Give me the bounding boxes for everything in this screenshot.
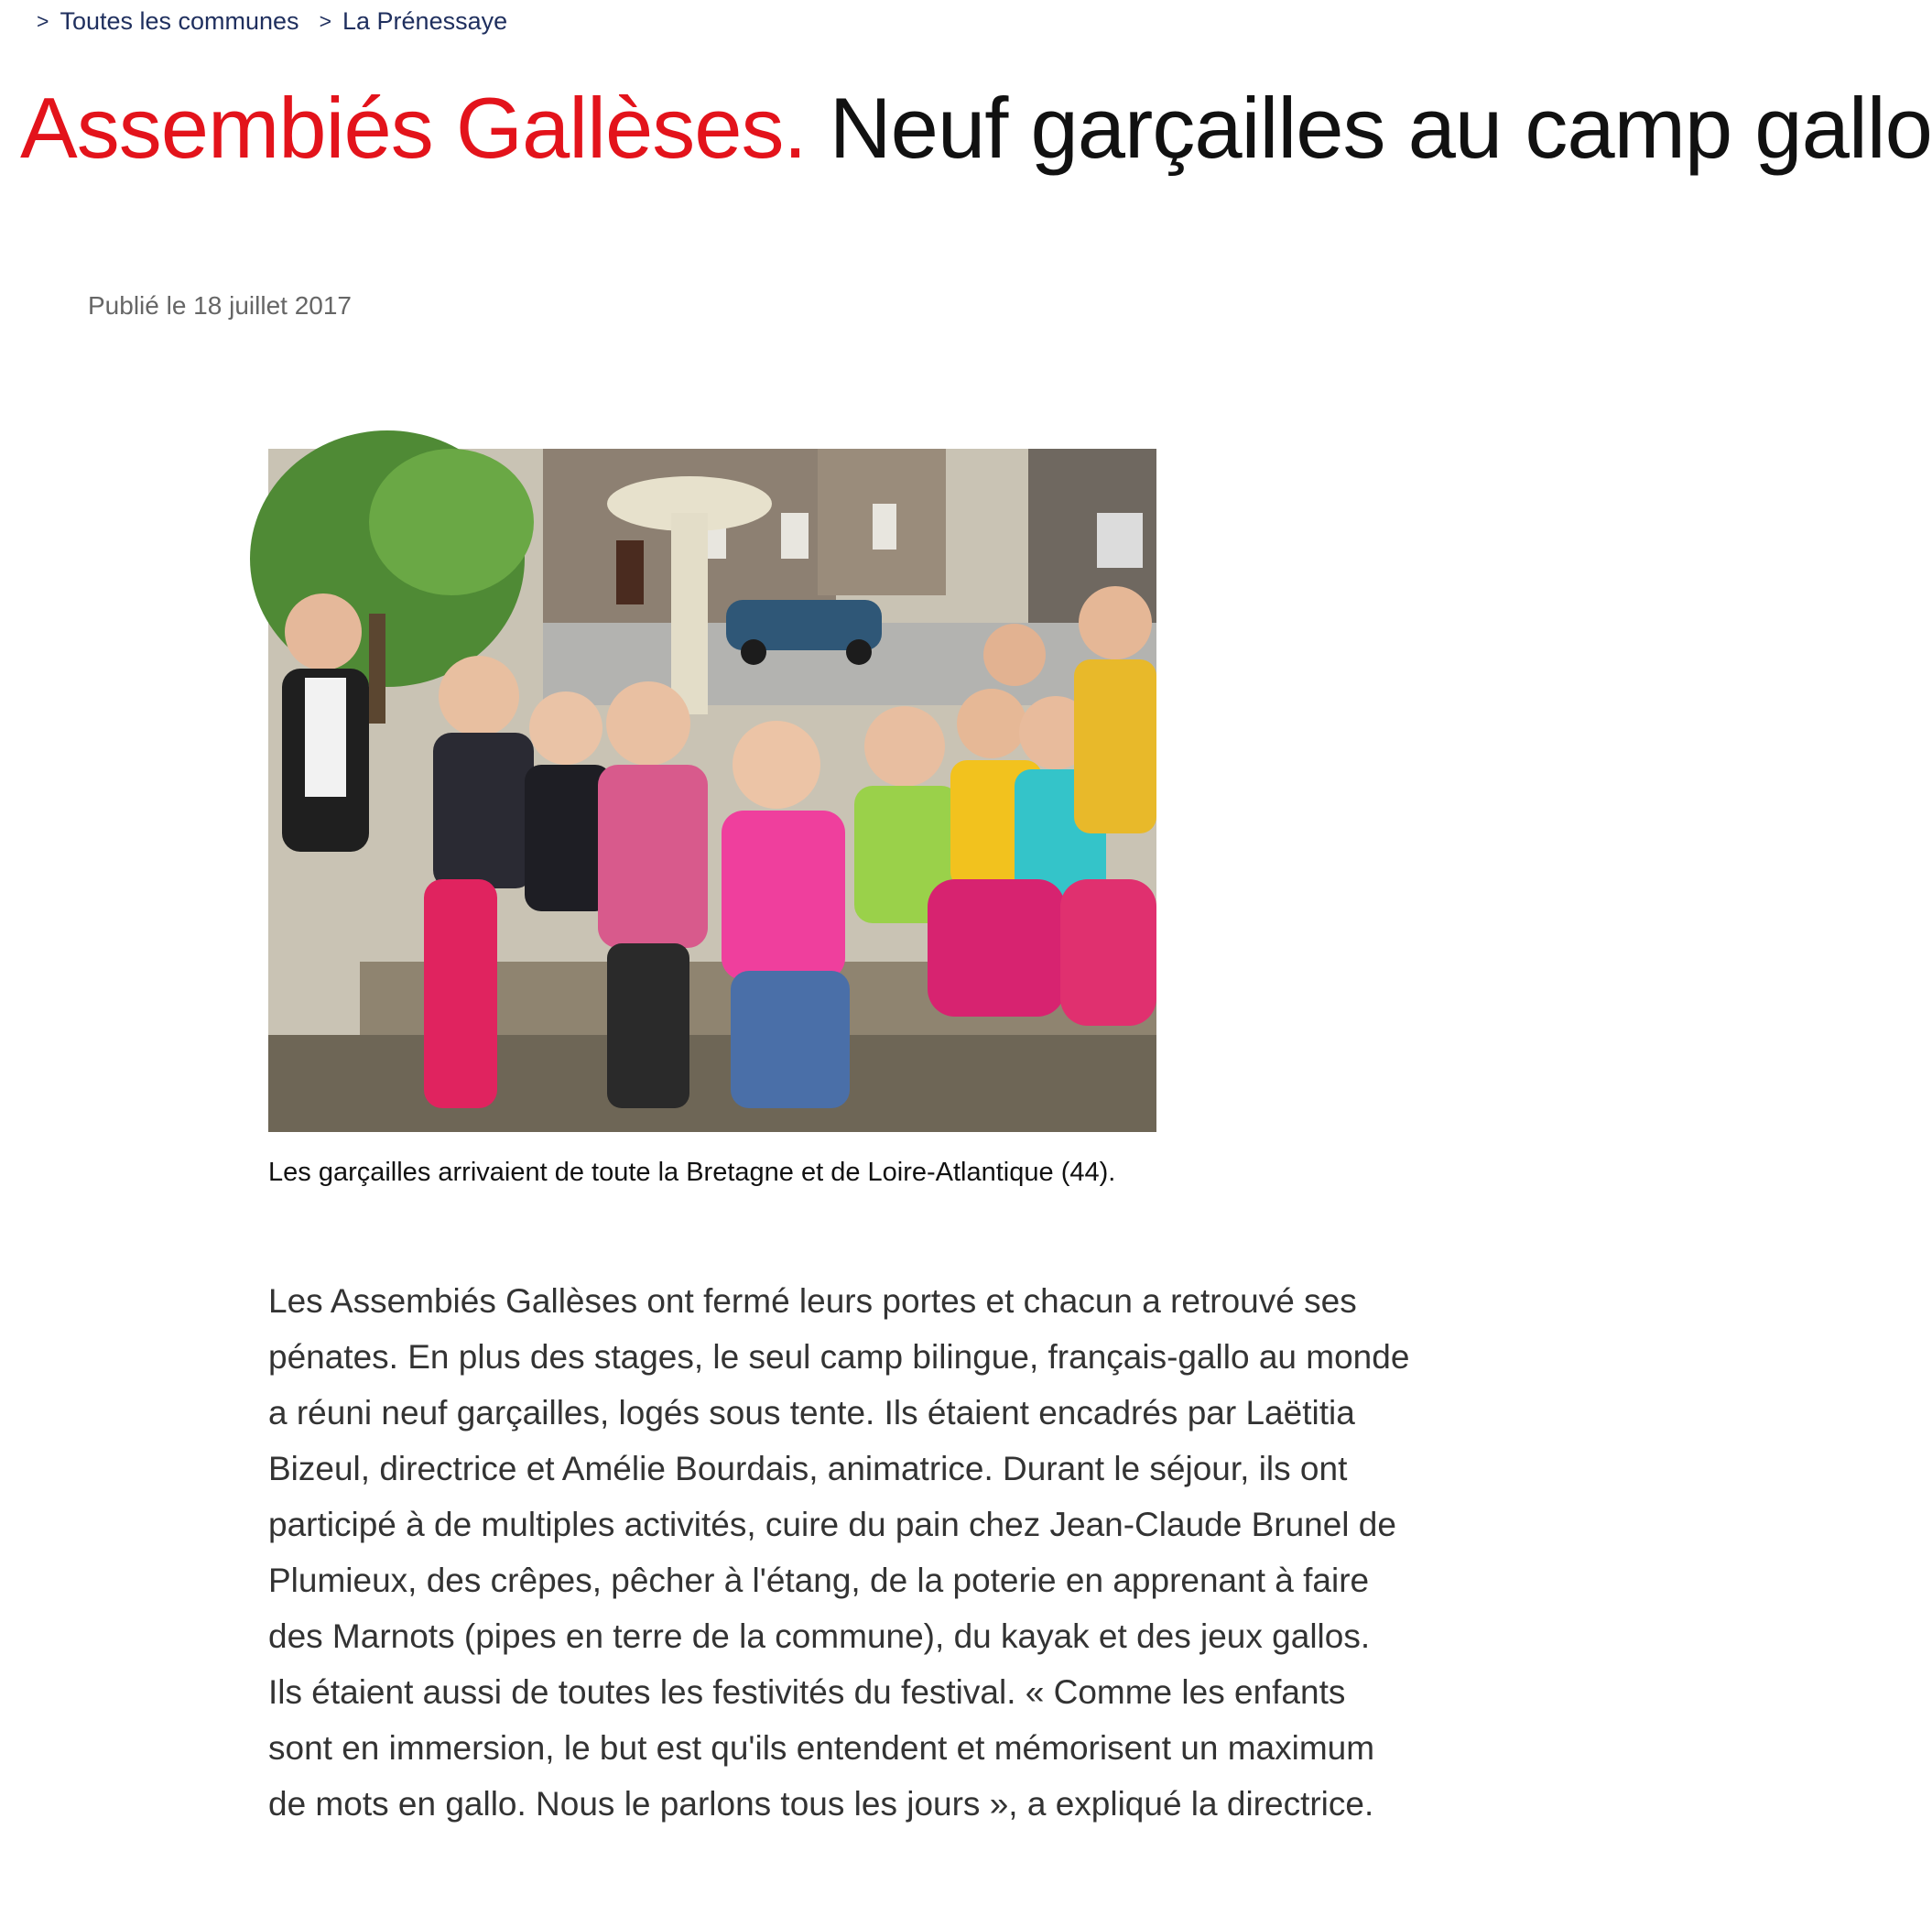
photo-caption: Les garçailles arrivaient de toute la Bretagne et de Loire-Atlantique (44). [268, 1158, 1116, 1187]
chevron-right-icon: > [319, 9, 331, 33]
article-title [20, 81, 1932, 175]
breadcrumb-item-communes[interactable] [37, 7, 299, 36]
breadcrumb-item-commune[interactable] [320, 7, 508, 36]
article-body: Les Assembiés Gallèses ont fermé leurs portes et chacun a retrouvé ses pénates. En plus des stages, le seul camp bilingue, français-gallo au monde a réuni neuf garçailles, logés sous tente. Ils étaient encadrés par Laëtitia Bizeul, directrice et Amélie Bourdais, animatrice. Durant le séjour, ils ont participé à de multiples activités, cuire du pain chez Jean-Claude Brunel de Plumieux, des crêpes, pêcher à l'étang, de la poterie en apprenant à faire des Marnots (pipes en terre de la commune), du kayak et des jeux gallos. Ils étaient aussi de toutes les festivités du festival. « Comme les enfants sont en immersion, le but est qu'ils entendent et mémorisent un maximum de mots en gallo. Nous le parlons tous les jours », a expliqué la directrice. [268, 1282, 1410, 1823]
article-headline: Neuf garçailles au camp gallo [829, 80, 1932, 176]
publication-date: Publié le 18 juillet 2017 [88, 291, 352, 320]
article-photo [268, 449, 1156, 1132]
article-kicker: Assembiés Gallèses. [20, 80, 807, 176]
breadcrumb-link-label[interactable]: Toutes les communes [60, 7, 299, 35]
chevron-right-icon: > [37, 9, 49, 33]
breadcrumb [37, 7, 507, 36]
group-photo-illustration [268, 449, 1156, 1132]
breadcrumb-link-label[interactable]: La Prénessaye [342, 7, 508, 35]
